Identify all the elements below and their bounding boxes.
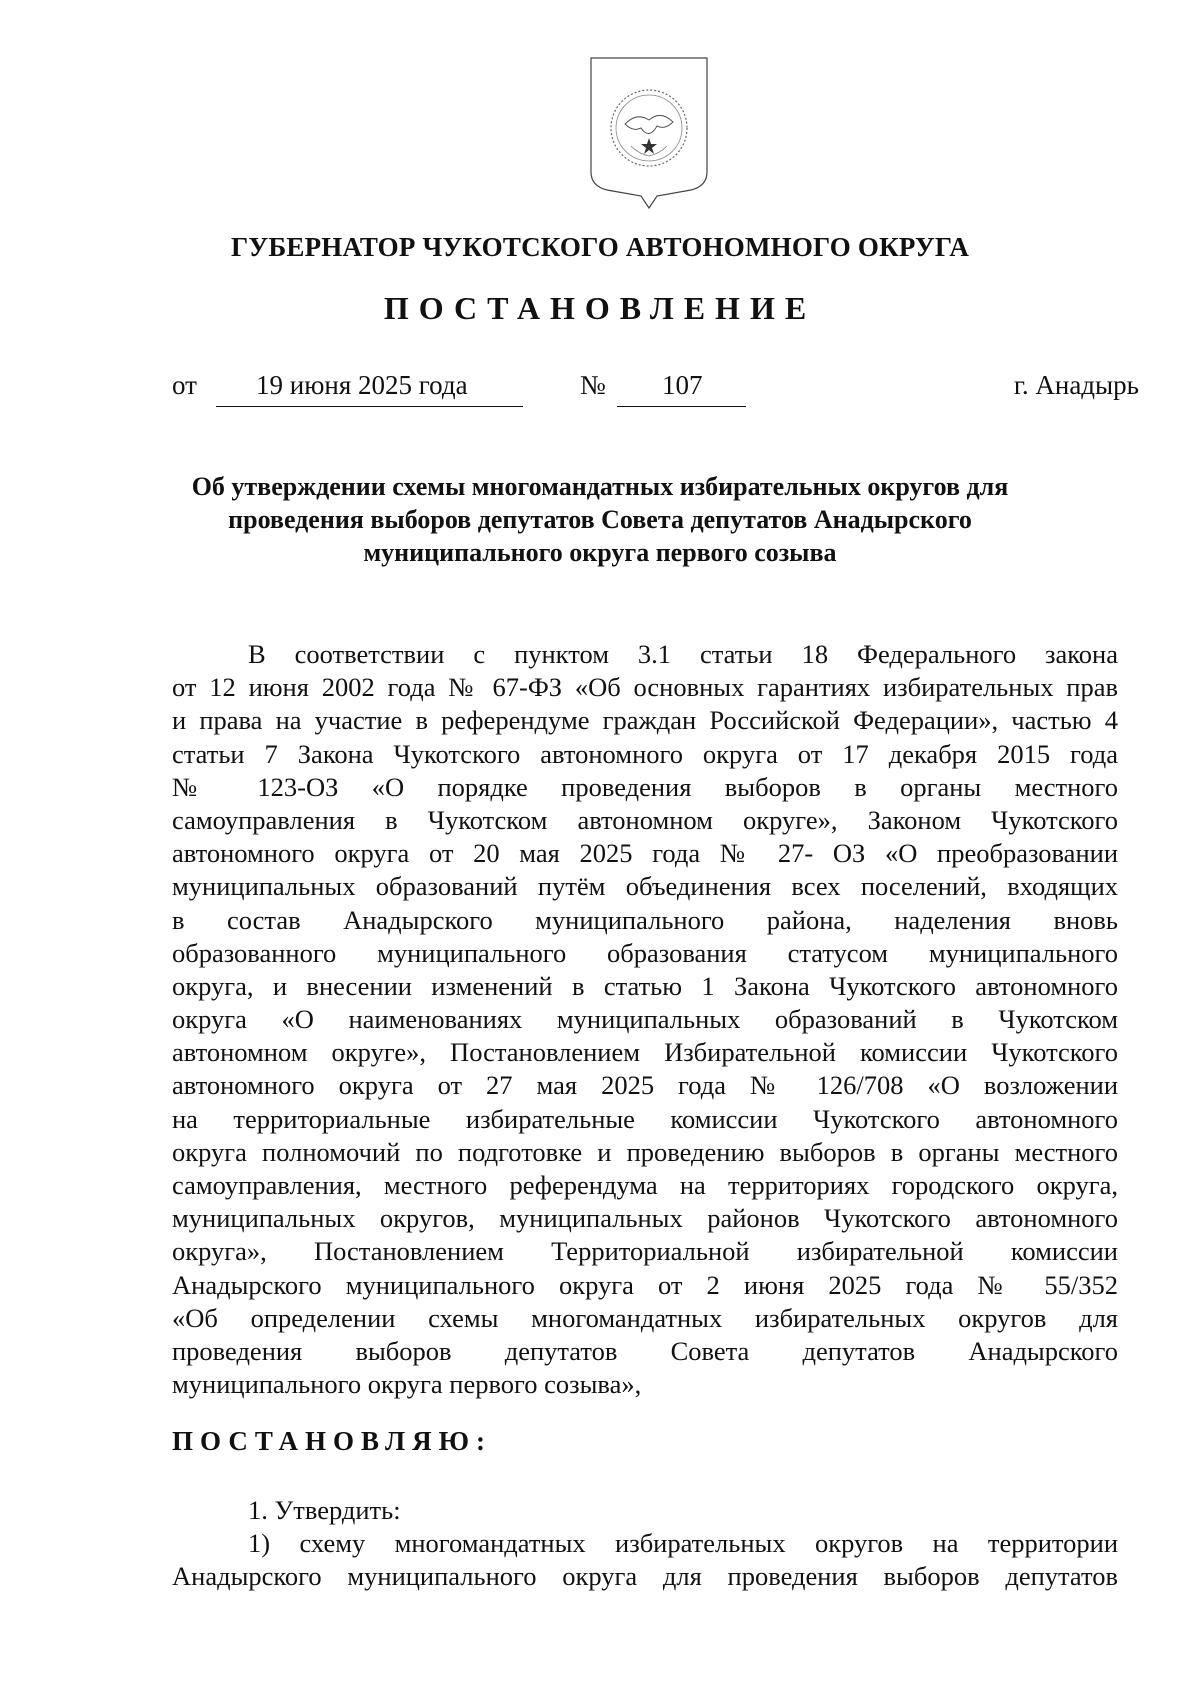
subject-line: Об утверждении схемы многомандатных избирательных округов для bbox=[191, 472, 1009, 501]
place: г. Анадырь bbox=[1013, 370, 1139, 400]
paragraph-line: В соответствии с пунктом 3.1 статьи 18 Федерального закона bbox=[248, 639, 1118, 669]
coat-of-arms-emblem bbox=[587, 54, 711, 210]
preamble-paragraph bbox=[172, 638, 1118, 1401]
document-meta-row bbox=[172, 370, 1139, 412]
paragraph-line: автономного округа от 27 мая 2025 года № 126/708 «О возложении bbox=[172, 1070, 1118, 1101]
date-underline bbox=[216, 406, 523, 407]
from-label: от bbox=[172, 370, 197, 400]
paragraph-line: и права на участие в референдуме граждан Российской Федерации», частью 4 bbox=[172, 705, 1118, 736]
paragraph-line: округа», Постановлением Территориальной избирательной комиссии bbox=[172, 1236, 1118, 1267]
item-line: 1) схему многомандатных избирательных округов на территории bbox=[248, 1528, 1118, 1559]
paragraph-line: автономном округе», Постановлением Избирательной комиссии Чукотского bbox=[172, 1037, 1118, 1068]
document-type-heading: ПОСТАНОВЛЕНИЕ bbox=[383, 290, 817, 326]
paragraph-line: муниципальных округов, муниципальных районов Чукотского автономного bbox=[172, 1203, 1118, 1234]
paragraph-line: «Об определении схемы многомандатных избирательных округов для bbox=[172, 1302, 1118, 1333]
paragraph-line: проведения выборов депутатов Совета депутатов Анадырского bbox=[172, 1335, 1118, 1366]
paragraph-line: округа, и внесении изменений в статью 1 Закона Чукотского автономного bbox=[172, 970, 1118, 1001]
number-label: № bbox=[580, 370, 606, 400]
paragraph-line: самоуправления, местного референдума на территориях городского округа, bbox=[172, 1170, 1118, 1200]
paragraph-line: на территориальные избирательные комиссии Чукотского автономного bbox=[172, 1103, 1118, 1134]
item-line: Анадырского муниципального округа для проведения выборов депутатов bbox=[172, 1561, 1118, 1592]
paragraph-line: от 12 июня 2002 года № 67-ФЗ «Об основных гарантиях избирательных прав bbox=[172, 672, 1118, 703]
paragraph-line: округа полномочий по подготовке и проведению выборов в органы местного bbox=[172, 1136, 1118, 1167]
paragraph-line: Анадырского муниципального округа от 2 июня 2025 года № 55/352 bbox=[172, 1269, 1118, 1300]
paragraph-line: № 123-ОЗ «О порядке проведения выборов в органы местного bbox=[172, 771, 1118, 802]
document-date: 19 июня 2025 года bbox=[256, 370, 468, 400]
paragraph-line: муниципальных образований путём объединения всех поселений, входящих bbox=[172, 871, 1118, 902]
subject-line: проведения выборов депутатов Совета депутатов Анадырского bbox=[228, 505, 972, 534]
decree-label: ПОСТАНОВЛЯЮ: bbox=[172, 1426, 492, 1456]
issuer-heading: ГУБЕРНАТОР ЧУКОТСКОГО АВТОНОМНОГО ОКРУГА bbox=[230, 232, 970, 262]
item-line: 1. Утвердить: bbox=[248, 1495, 401, 1525]
paragraph-line: муниципального округа первого созыва», bbox=[172, 1369, 642, 1400]
paragraph-line: статьи 7 Закона Чукотского автономного округа от 17 декабря 2015 года bbox=[172, 738, 1118, 769]
document-subject bbox=[150, 470, 1050, 569]
paragraph-line: образованного муниципального образования статусом муниципального bbox=[172, 937, 1118, 968]
document-number: 107 bbox=[662, 370, 703, 400]
paragraph-line: самоуправления в Чукотском автономном округе», Законом Чукотского bbox=[172, 804, 1118, 835]
decree-items bbox=[172, 1494, 1118, 1594]
subject-line: муниципального округа первого созыва bbox=[363, 538, 837, 567]
number-underline bbox=[617, 406, 746, 407]
paragraph-line: в состав Анадырского муниципального района, наделения вновь bbox=[172, 904, 1118, 935]
paragraph-line: автономного округа от 20 мая 2025 года № 27- ОЗ «О преобразовании bbox=[172, 838, 1118, 869]
paragraph-line: округа «О наименованиях муниципальных образований в Чукотском bbox=[172, 1004, 1118, 1035]
